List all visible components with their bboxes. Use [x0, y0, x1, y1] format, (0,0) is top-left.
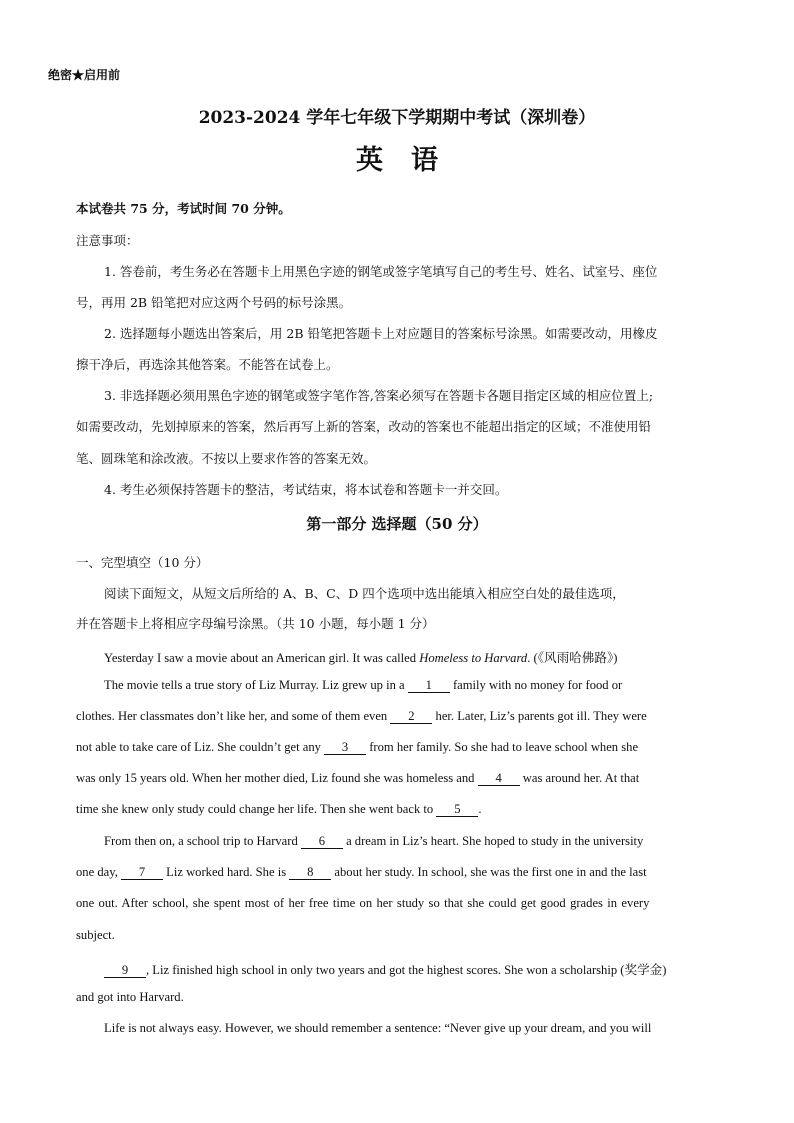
note-3-line-3: 笔、圆珠笔和涂改液。不按以上要求作答的答案无效。 — [76, 451, 377, 466]
instructions-line-1: 阅读下面短文，从短文后所给的 A、B、C、D 四个选项中选出能填入相应空白处的最佳选项， — [104, 586, 625, 601]
text-run: one day, — [76, 865, 121, 879]
note-3-line-2: 如需要改动，先划掉原来的答案，然后再写上新的答案，改动的答案也不能超出指定的区域；不准使用铅 — [76, 419, 652, 434]
passage-line — [76, 709, 647, 724]
text-run: clothes. Her classmates don’t like her, and some of them even — [76, 709, 391, 723]
blank-5[interactable]: 5 — [436, 802, 478, 817]
passage-line — [104, 834, 643, 849]
text-run: a dream in Liz’s heart. She hoped to study in the university — [342, 834, 644, 848]
passage-line: and got into Harvard. — [76, 990, 184, 1004]
text-run: was around her. At that — [519, 771, 640, 785]
exam-title: 2023-2024 学年七年级下学期期中考试（深圳卷） — [198, 108, 596, 128]
text-run: From then on, a school trip to Harvard — [104, 834, 301, 848]
note-1-line-1: 1. 答卷前，考生务必在答题卡上用黑色字迹的钢笔或签字笔填写自己的考生号、姓名、试室号、座位 — [104, 264, 658, 279]
blank-1[interactable]: 1 — [408, 678, 450, 693]
passage-line — [104, 647, 617, 666]
text-run: from her family. So she had to leave school when she — [366, 740, 639, 754]
passage-line — [76, 865, 647, 880]
note-1-line-2: 号，再用 2B 铅笔把对应这两个号码的标号涂黑。 — [76, 295, 352, 310]
subject-title: 英语 — [356, 145, 466, 176]
text-run: , Liz finished high school in only two years and got the highest scores. She won a scholarship (奖学金) — [146, 963, 667, 977]
note-4-line-1: 4. 考生必须保持答题卡的整洁，考试结束，将本试卷和答题卡一并交回。 — [104, 482, 508, 497]
blank-3[interactable]: 3 — [324, 740, 366, 755]
blank-8[interactable]: 8 — [289, 865, 331, 880]
confidential-label: 绝密★启用前 — [48, 68, 121, 82]
passage-line: Life is not always easy. However, we should remember a sentence: “Never give up your dream, and you will — [104, 1021, 652, 1035]
instructions-line-2: 并在答题卡上将相应字母编号涂黑。（共 10 小题，每小题 1 分） — [76, 616, 435, 631]
text-run: about her study. In school, she was the first one in and the last — [331, 865, 647, 879]
movie-title: Homeless to Harvard — [419, 651, 528, 665]
passage-line — [76, 802, 482, 817]
text-run: Liz worked hard. She is — [163, 865, 290, 879]
passage-line: one out. After school, she spent most of her free time on her study so that she could get good grades in every — [76, 896, 650, 910]
blank-2[interactable]: 2 — [390, 709, 432, 724]
passage-line: subject. — [76, 928, 115, 942]
blank-9[interactable]: 9 — [104, 963, 146, 978]
text-run: The movie tells a true story of Liz Murray. Liz grew up in a — [104, 678, 408, 692]
part-one-title: 第一部分 选择题（50 分） — [306, 515, 488, 533]
text-run: . (《风雨哈佛路》) — [527, 651, 618, 665]
note-2-line-2: 擦干净后，再选涂其他答案。不能答在试卷上。 — [76, 357, 339, 372]
passage-line — [104, 678, 622, 693]
note-2-line-1: 2. 选择题每小题选出答案后，用 2B 铅笔把答题卡上对应题目的答案标号涂黑。如需要改动，用橡皮 — [104, 326, 658, 341]
score-time-info: 本试卷共 75 分，考试时间 70 分钟。 — [76, 201, 291, 216]
section-title: 一、完型填空（10 分） — [76, 555, 209, 570]
text-run: . — [478, 802, 482, 816]
note-3-line-1: 3. 非选择题必须用黑色字迹的钢笔或签字笔作答,答案必须写在答题卡各题目指定区域的相应位置上; — [104, 388, 654, 403]
passage-line — [76, 771, 639, 786]
passage-line — [104, 959, 666, 978]
blank-4[interactable]: 4 — [478, 771, 520, 786]
text-run: Yesterday I saw a movie about an American girl. It was called — [104, 651, 420, 665]
blank-7[interactable]: 7 — [121, 865, 163, 880]
text-run: family with no money for food or — [449, 678, 623, 692]
text-run: her. Later, Liz’s parents got ill. They were — [432, 709, 647, 723]
text-run: time she knew only study could change her life. Then she went back to — [76, 802, 437, 816]
blank-6[interactable]: 6 — [301, 834, 343, 849]
notes-heading: 注意事项： — [76, 233, 139, 248]
text-run: was only 15 years old. When her mother died, Liz found she was homeless and — [76, 771, 478, 785]
passage-line — [76, 740, 638, 755]
text-run: not able to take care of Liz. She couldn’t get any — [76, 740, 325, 754]
